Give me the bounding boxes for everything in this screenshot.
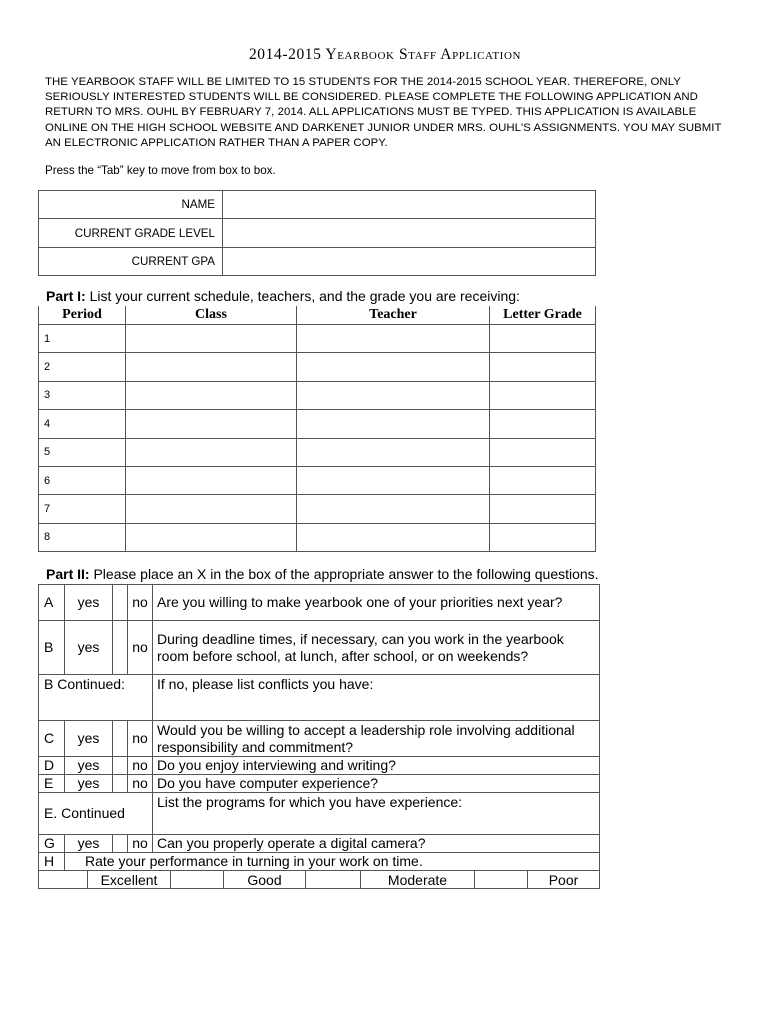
question-text: Rate your performance in turning in your work on time. xyxy=(65,853,600,871)
yes-checkbox[interactable] xyxy=(113,585,128,621)
question-text: Can you properly operate a digital camera? xyxy=(153,835,600,853)
period-number: 4 xyxy=(39,410,126,438)
period-number: 5 xyxy=(39,438,126,466)
gpa-field[interactable] xyxy=(223,247,596,275)
part2-heading xyxy=(46,566,599,582)
question-text: Would you be willing to accept a leadership role involving additional responsibility and commitment? xyxy=(153,721,600,757)
schedule-row xyxy=(39,523,596,551)
part1-heading-text: List your current schedule, teachers, and the grade you are receiving: xyxy=(85,288,520,304)
schedule-row xyxy=(39,410,596,438)
no-label: no xyxy=(128,585,153,621)
schedule-row xyxy=(39,466,596,494)
yes-checkbox[interactable] xyxy=(113,775,128,793)
teacher-field[interactable] xyxy=(297,410,490,438)
rating-box[interactable] xyxy=(39,871,88,889)
period-number: 6 xyxy=(39,466,126,494)
part2-heading-text: Please place an X in the box of the appropriate answer to the following questions. xyxy=(89,566,599,582)
b-continued-field[interactable] xyxy=(153,675,600,721)
question-letter: D xyxy=(39,757,65,775)
period-number: 2 xyxy=(39,353,126,381)
question-letter: B xyxy=(39,621,65,675)
name-label: NAME xyxy=(39,191,223,219)
page-title: 2014-2015 Yearbook Staff Application xyxy=(248,46,522,63)
class-field[interactable] xyxy=(126,495,297,523)
intro-paragraph: THE YEARBOOK STAFF WILL BE LIMITED TO 15 STUDENTS FOR THE 2014-2015 SCHOOL YEAR. THEREFORE, ONLY SERIOUSLY INTERESTED STUDENTS WILL BE CONSIDERED. PLEASE COMPLETE THE FOLLOWING APPLICATION AND RETURN TO MRS. OUHL BY FEBRUARY 7, 2014. ALL APPLICATIONS MUST BE TYPED. THIS APPLICATION IS AVAILABLE ONLINE ON THE HIGH SCHOOL WEBSITE AND DARKENET JUNIOR UNDER MRS. OUHL'S ASSIGNMENTS. YOU MAY SUBMIT AN ELECTRONIC APPLICATION RATHER THAN A PAPER COPY. xyxy=(45,76,722,149)
col-letter-grade: Letter Grade xyxy=(490,306,596,325)
question-text: If no, please list conflicts you have: xyxy=(157,676,374,692)
grade-field[interactable] xyxy=(490,495,596,523)
col-teacher: Teacher xyxy=(297,306,490,325)
yes-checkbox[interactable] xyxy=(113,621,128,675)
e-continued-field[interactable] xyxy=(153,793,600,835)
period-number: 7 xyxy=(39,495,126,523)
yes-label: yes xyxy=(65,835,113,853)
no-label: no xyxy=(128,757,153,775)
question-text: Do you have computer experience? xyxy=(153,775,600,793)
yes-label: yes xyxy=(65,621,113,675)
grade-field[interactable] xyxy=(490,410,596,438)
question-letter: E xyxy=(39,775,65,793)
teacher-field[interactable] xyxy=(297,381,490,409)
class-field[interactable] xyxy=(126,438,297,466)
class-field[interactable] xyxy=(126,353,297,381)
question-letter: A xyxy=(39,585,65,621)
yes-label: yes xyxy=(65,757,113,775)
part2-heading-bold: Part II: xyxy=(46,566,90,582)
teacher-field[interactable] xyxy=(297,438,490,466)
grade-field[interactable] xyxy=(490,325,596,353)
b-continued-label: B Continued: xyxy=(39,675,153,721)
col-period: Period xyxy=(39,306,126,325)
no-label: no xyxy=(128,721,153,757)
question-text: Do you enjoy interviewing and writing? xyxy=(153,757,600,775)
question-text: List the programs for which you have experience: xyxy=(157,794,463,810)
question-letter: G xyxy=(39,835,65,853)
yes-checkbox[interactable] xyxy=(113,721,128,757)
teacher-field[interactable] xyxy=(297,466,490,494)
no-label: no xyxy=(128,835,153,853)
period-number: 8 xyxy=(39,523,126,551)
class-field[interactable] xyxy=(126,325,297,353)
teacher-field[interactable] xyxy=(297,325,490,353)
yes-checkbox[interactable] xyxy=(113,835,128,853)
schedule-table xyxy=(38,306,596,552)
question-letter: C xyxy=(39,721,65,757)
col-class: Class xyxy=(126,306,297,325)
teacher-field[interactable] xyxy=(297,495,490,523)
rating-poor: Poor xyxy=(528,871,600,889)
grade-field[interactable] xyxy=(490,353,596,381)
grade-field[interactable] xyxy=(490,523,596,551)
question-letter: H xyxy=(39,853,65,871)
class-field[interactable] xyxy=(126,466,297,494)
tab-note: Press the “Tab” key to move from box to box. xyxy=(45,164,276,177)
question-text: Are you willing to make yearbook one of your priorities next year? xyxy=(153,585,600,621)
period-number: 1 xyxy=(39,325,126,353)
part1-heading-bold: Part I: xyxy=(46,288,86,304)
rating-excellent: Excellent xyxy=(88,871,171,889)
rating-box[interactable] xyxy=(475,871,528,889)
student-info-table xyxy=(38,190,596,276)
schedule-row xyxy=(39,495,596,523)
grade-level-field[interactable] xyxy=(223,219,596,247)
e-continued-label: E. Continued xyxy=(39,793,153,835)
rating-box[interactable] xyxy=(306,871,361,889)
gpa-label: CURRENT GPA xyxy=(39,247,223,275)
part1-heading xyxy=(46,288,520,304)
class-field[interactable] xyxy=(126,410,297,438)
questions-table xyxy=(38,584,600,871)
rating-box[interactable] xyxy=(171,871,224,889)
question-text: During deadline times, if necessary, can you work in the yearbook room before school, at lunch, after school, or on weekends? xyxy=(153,621,600,675)
yes-label: yes xyxy=(65,721,113,757)
yes-checkbox[interactable] xyxy=(113,757,128,775)
grade-field[interactable] xyxy=(490,381,596,409)
schedule-row xyxy=(39,325,596,353)
teacher-field[interactable] xyxy=(297,523,490,551)
name-field[interactable] xyxy=(223,191,596,219)
class-field[interactable] xyxy=(126,381,297,409)
period-number: 3 xyxy=(39,381,126,409)
class-field[interactable] xyxy=(126,523,297,551)
teacher-field[interactable] xyxy=(297,353,490,381)
grade-level-label: CURRENT GRADE LEVEL xyxy=(39,219,223,247)
yes-label: yes xyxy=(65,775,113,793)
no-label: no xyxy=(128,775,153,793)
grade-field[interactable] xyxy=(490,466,596,494)
schedule-row xyxy=(39,438,596,466)
schedule-row xyxy=(39,381,596,409)
yes-label: yes xyxy=(65,585,113,621)
rating-moderate: Moderate xyxy=(361,871,475,889)
no-label: no xyxy=(128,621,153,675)
rating-table xyxy=(38,870,600,889)
rating-good: Good xyxy=(224,871,306,889)
grade-field[interactable] xyxy=(490,438,596,466)
schedule-row xyxy=(39,353,596,381)
